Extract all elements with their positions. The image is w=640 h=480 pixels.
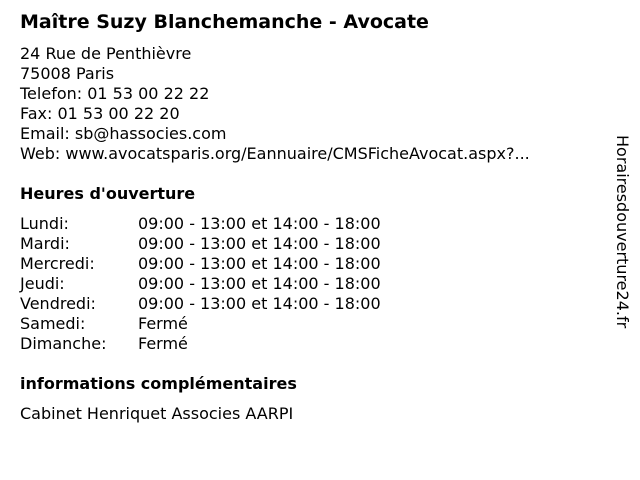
fax-number: Fax: 01 53 00 22 20 bbox=[20, 104, 180, 123]
day-label: Dimanche: bbox=[20, 334, 107, 353]
hours-row-monday bbox=[20, 214, 381, 234]
phone-number: Telefon: 01 53 00 22 22 bbox=[20, 84, 210, 103]
day-label: Lundi: bbox=[20, 214, 69, 233]
opening-hours-table bbox=[20, 214, 381, 354]
day-label: Jeudi: bbox=[20, 274, 65, 293]
site-watermark: Horairesdouverture24.fr bbox=[613, 135, 632, 329]
hours-row-thursday bbox=[20, 274, 381, 294]
hours-row-sunday bbox=[20, 334, 381, 354]
hours-row-wednesday bbox=[20, 254, 381, 274]
day-hours: Fermé bbox=[138, 334, 188, 353]
additional-info-text: Cabinet Henriquet Associes AARPI bbox=[20, 404, 294, 423]
day-label: Mardi: bbox=[20, 234, 70, 253]
day-hours: 09:00 - 13:00 et 14:00 - 18:00 bbox=[138, 254, 381, 273]
day-label: Samedi: bbox=[20, 314, 86, 333]
page-title: Maître Suzy Blanchemanche - Avocate bbox=[20, 11, 429, 33]
hours-row-friday bbox=[20, 294, 381, 314]
email-address: Email: sb@hassocies.com bbox=[20, 124, 227, 143]
additional-info-heading: informations complémentaires bbox=[20, 374, 297, 393]
hours-row-tuesday bbox=[20, 234, 381, 254]
day-hours: 09:00 - 13:00 et 14:00 - 18:00 bbox=[138, 274, 381, 293]
web-address: Web: www.avocatsparis.org/Eannuaire/CMSFicheAvocat.aspx?... bbox=[20, 144, 530, 163]
day-hours: Fermé bbox=[138, 314, 188, 333]
hours-row-saturday bbox=[20, 314, 381, 334]
day-label: Vendredi: bbox=[20, 294, 96, 313]
day-hours: 09:00 - 13:00 et 14:00 - 18:00 bbox=[138, 234, 381, 253]
day-label: Mercredi: bbox=[20, 254, 95, 273]
contact-block bbox=[20, 44, 530, 164]
address-street: 24 Rue de Penthièvre bbox=[20, 44, 192, 63]
day-hours: 09:00 - 13:00 et 14:00 - 18:00 bbox=[138, 294, 381, 313]
address-city: 75008 Paris bbox=[20, 64, 115, 83]
opening-hours-heading: Heures d'ouverture bbox=[20, 184, 196, 203]
day-hours: 09:00 - 13:00 et 14:00 - 18:00 bbox=[138, 214, 381, 233]
